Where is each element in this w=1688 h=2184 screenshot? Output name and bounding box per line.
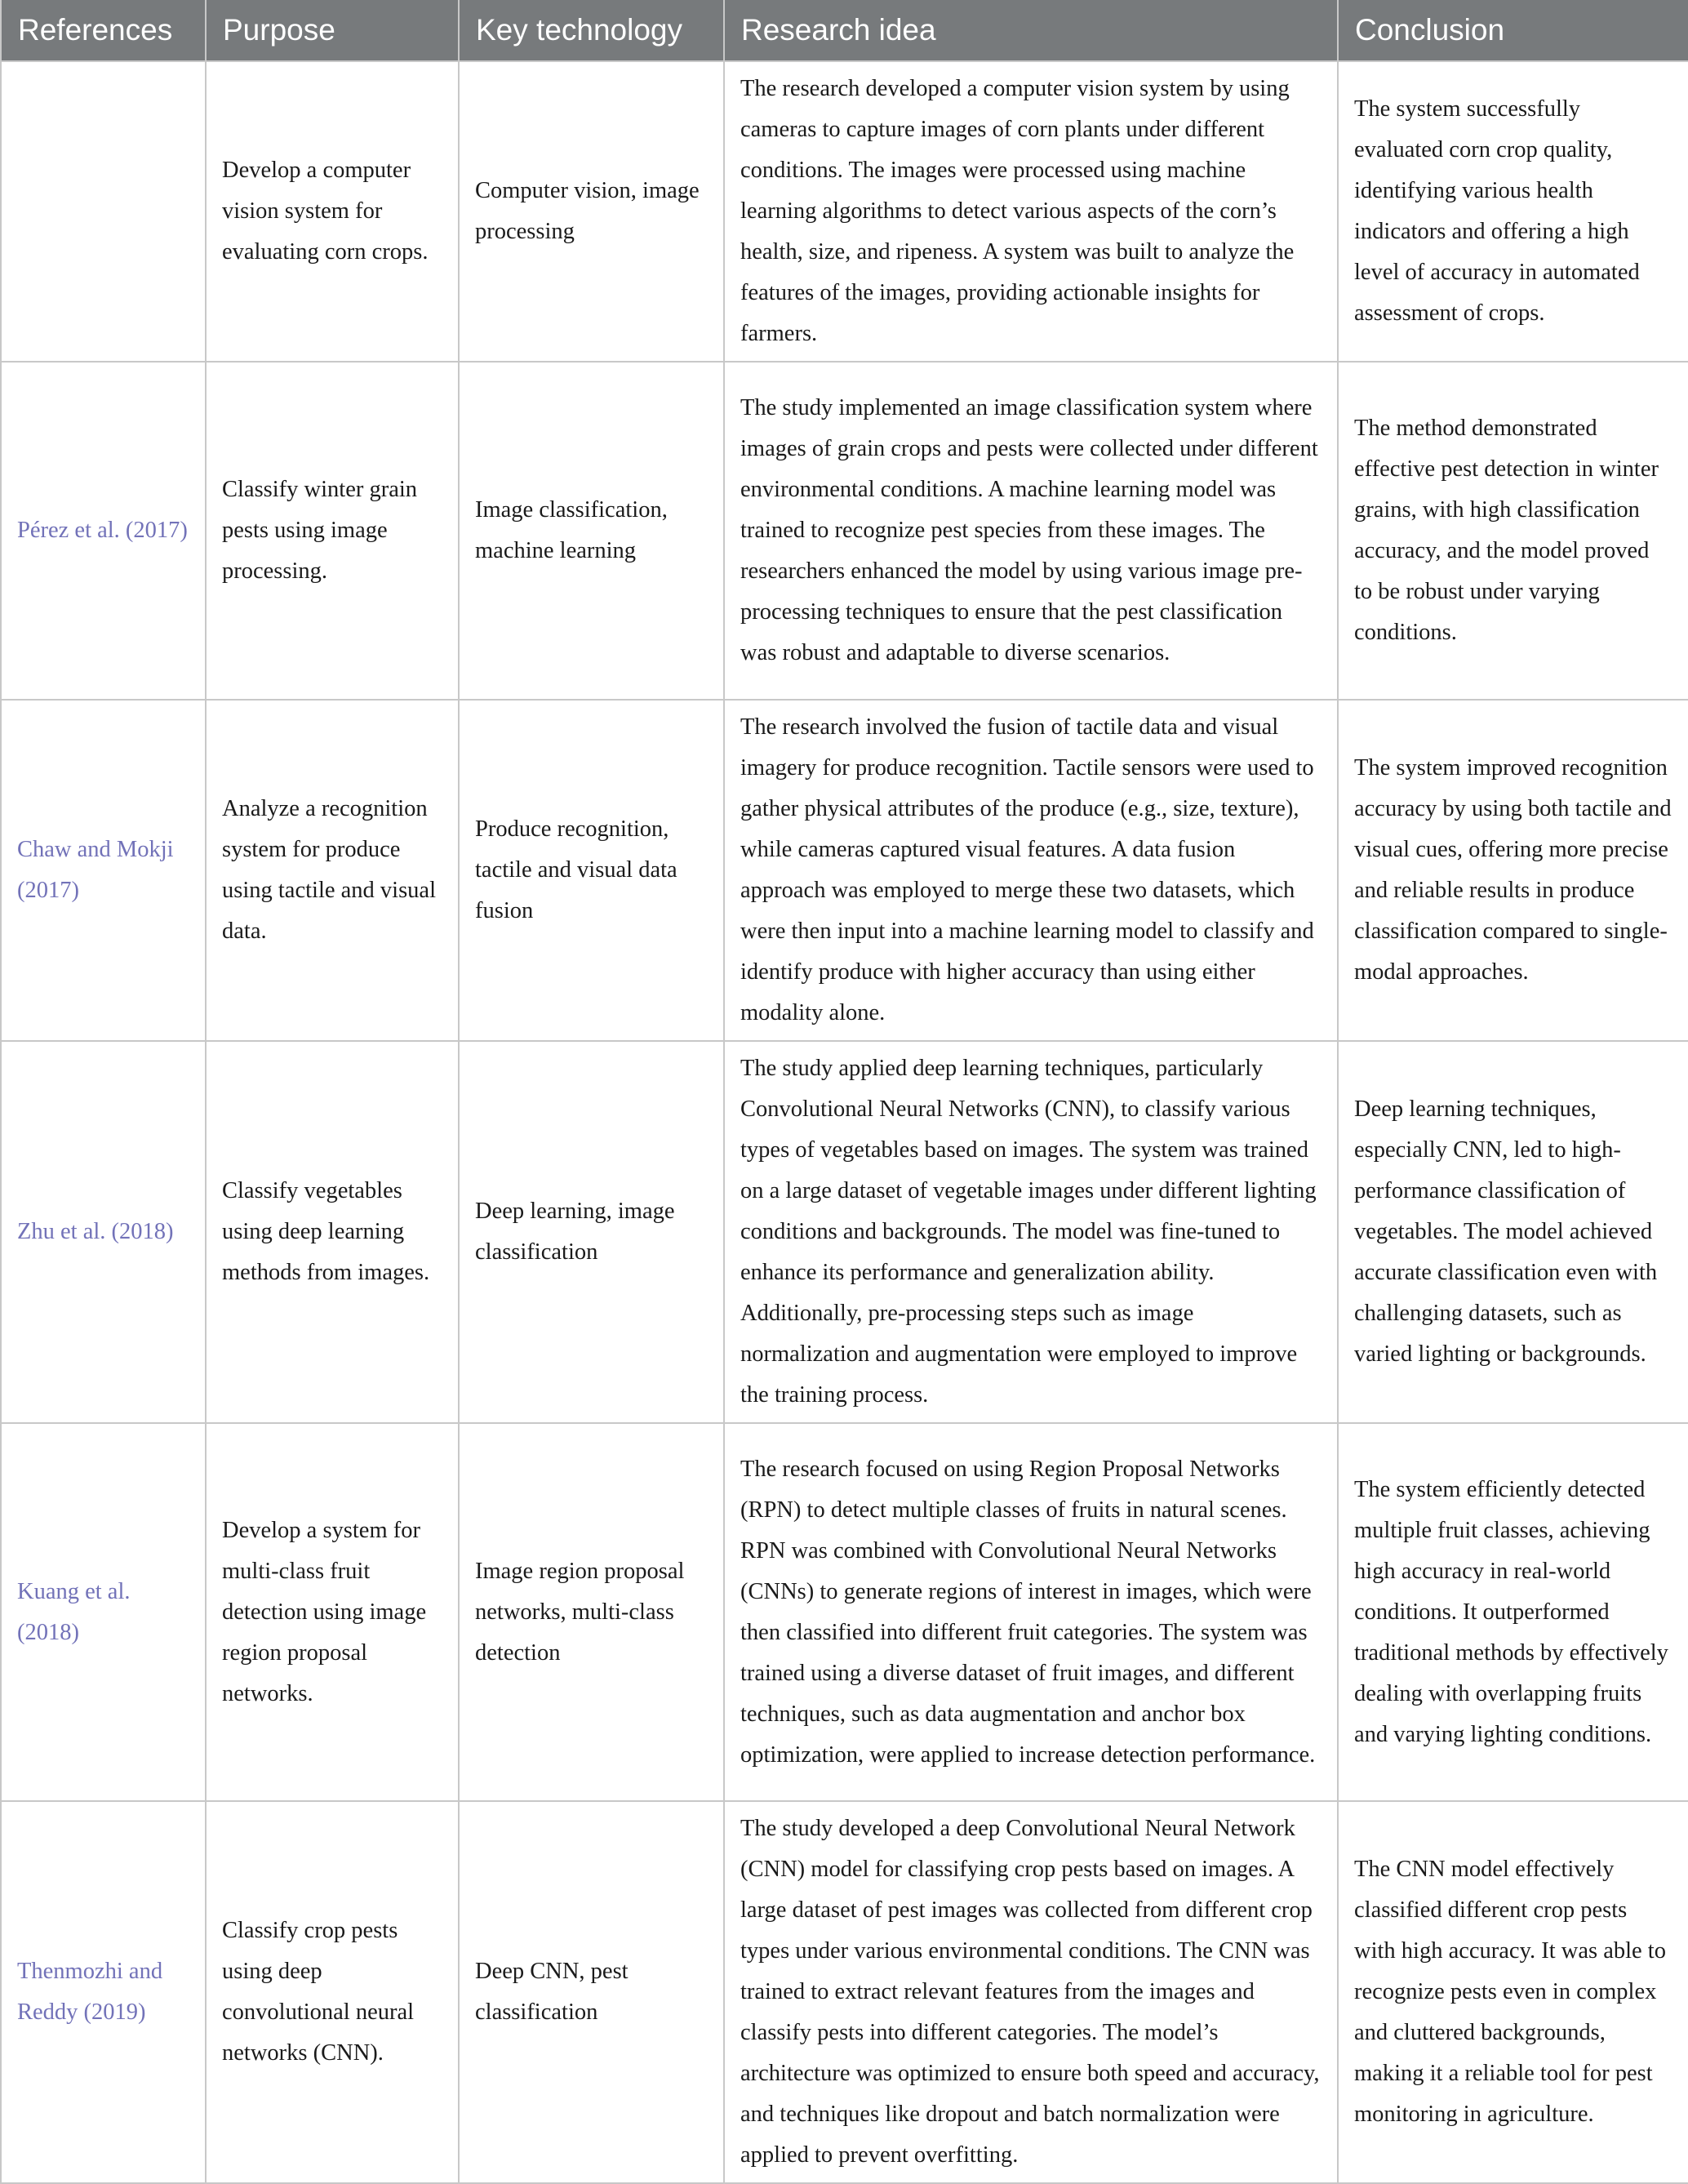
- table-row: [1, 1041, 1688, 1423]
- technology-cell: Deep CNN, pest classification: [459, 1801, 724, 2183]
- purpose-cell: Classify vegetables using deep learning methods from images.: [206, 1041, 459, 1423]
- research-idea-cell: The study applied deep learning techniques, particularly Convolutional Neural Networks (CNN), to classify various types of vegetables based on images. The system was trained on a large dataset of vegetable images under different lighting conditions and backgrounds. The model was fine-tuned to enhance its performance and generalization ability. Additionally, pre-processing steps such as image normalization and augmentation were employed to improve the training process.: [724, 1041, 1338, 1423]
- header-row: [1, 0, 1688, 61]
- conclusion-cell: The system successfully evaluated corn crop quality, identifying various health indicators and offering a high level of accuracy in automated assessment of crops.: [1338, 61, 1688, 362]
- reference-link[interactable]: Pérez et al. (2017): [1, 362, 206, 700]
- header-key-technology: Key technology: [459, 0, 724, 61]
- research-idea-cell: The research focused on using Region Proposal Networks (RPN) to detect multiple classes of fruits in natural scenes. RPN was combined with Convolutional Neural Networks (CNNs) to generate regions of interest in images, which were then classified into different fruit categories. The system was trained using a diverse dataset of fruit images, and different techniques, such as data augmentation and anchor box optimization, were applied to increase detection performance.: [724, 1423, 1338, 1801]
- technology-cell: Deep learning, image classification: [459, 1041, 724, 1423]
- purpose-cell: Classify winter grain pests using image processing.: [206, 362, 459, 700]
- purpose-cell: Develop a computer vision system for evaluating corn crops.: [206, 61, 459, 362]
- purpose-cell: Classify crop pests using deep convolutional neural networks (CNN).: [206, 1801, 459, 2183]
- header-purpose: Purpose: [206, 0, 459, 61]
- conclusion-cell: Deep learning techniques, especially CNN, led to high-performance classification of vegetables. The model achieved accurate classification even with challenging datasets, such as varied lighting or backgrounds.: [1338, 1041, 1688, 1423]
- conclusion-cell: The system efficiently detected multiple fruit classes, achieving high accuracy in real-world conditions. It outperformed traditional methods by effectively dealing with overlapping fruits and varying lighting conditions.: [1338, 1423, 1688, 1801]
- reference-link[interactable]: Thenmozhi and Reddy (2019): [1, 1801, 206, 2183]
- technology-cell: Image region proposal networks, multi-class detection: [459, 1423, 724, 1801]
- table-row: [1, 1801, 1688, 2183]
- table-row: [1, 362, 1688, 700]
- header-references: References: [1, 0, 206, 61]
- conclusion-cell: The system improved recognition accuracy by using both tactile and visual cues, offering more precise and reliable results in produce classification compared to single-modal approaches.: [1338, 700, 1688, 1041]
- header-research-idea: Research idea: [724, 0, 1338, 61]
- research-idea-cell: The research involved the fusion of tactile data and visual imagery for produce recognition. Tactile sensors were used to gather physical attributes of the produce (e.g., size, texture), while cameras captured visual features. A data fusion approach was employed to merge these two datasets, which were then input into a machine learning model to classify and identify produce with higher accuracy than using either modality alone.: [724, 700, 1338, 1041]
- header-conclusion: Conclusion: [1338, 0, 1688, 61]
- research-idea-cell: The study implemented an image classification system where images of grain crops and pests were collected under different environmental conditions. A machine learning model was trained to recognize pest species from these images. The researchers enhanced the model by using various image pre-processing techniques to ensure that the pest classification was robust and adaptable to diverse scenarios.: [724, 362, 1338, 700]
- conclusion-cell: The CNN model effectively classified different crop pests with high accuracy. It was able to recognize pests even in complex and cluttered backgrounds, making it a reliable tool for pest monitoring in agriculture.: [1338, 1801, 1688, 2183]
- table-header: [1, 0, 1688, 61]
- table-row: [1, 700, 1688, 1041]
- reference-link[interactable]: Kuang et al. (2018): [1, 1423, 206, 1801]
- table-row: [1, 61, 1688, 362]
- reference-link[interactable]: Zhu et al. (2018): [1, 1041, 206, 1423]
- table-body: [1, 61, 1688, 2183]
- conclusion-cell: The method demonstrated effective pest detection in winter grains, with high classification accuracy, and the model proved to be robust under varying conditions.: [1338, 362, 1688, 700]
- reference-link[interactable]: Chaw and Mokji (2017): [1, 700, 206, 1041]
- technology-cell: Image classification, machine learning: [459, 362, 724, 700]
- purpose-cell: Develop a system for multi-class fruit detection using image region proposal networks.: [206, 1423, 459, 1801]
- technology-cell: Computer vision, image processing: [459, 61, 724, 362]
- reference-cell: [1, 61, 206, 362]
- research-idea-cell: The study developed a deep Convolutional Neural Network (CNN) model for classifying crop pests based on images. A large dataset of pest images was collected from different crop types under various environmental conditions. The CNN was trained to extract relevant features from the images and classify pests into different categories. The model’s architecture was optimized to ensure both speed and accuracy, and techniques like dropout and batch normalization were applied to prevent overfitting.: [724, 1801, 1338, 2183]
- table-row: [1, 1423, 1688, 1801]
- purpose-cell: Analyze a recognition system for produce using tactile and visual data.: [206, 700, 459, 1041]
- research-idea-cell: The research developed a computer vision system by using cameras to capture images of corn plants under different conditions. The images were processed using machine learning algorithms to detect various aspects of the corn’s health, size, and ripeness. A system was built to analyze the features of the images, providing actionable insights for farmers.: [724, 61, 1338, 362]
- technology-cell: Produce recognition, tactile and visual data fusion: [459, 700, 724, 1041]
